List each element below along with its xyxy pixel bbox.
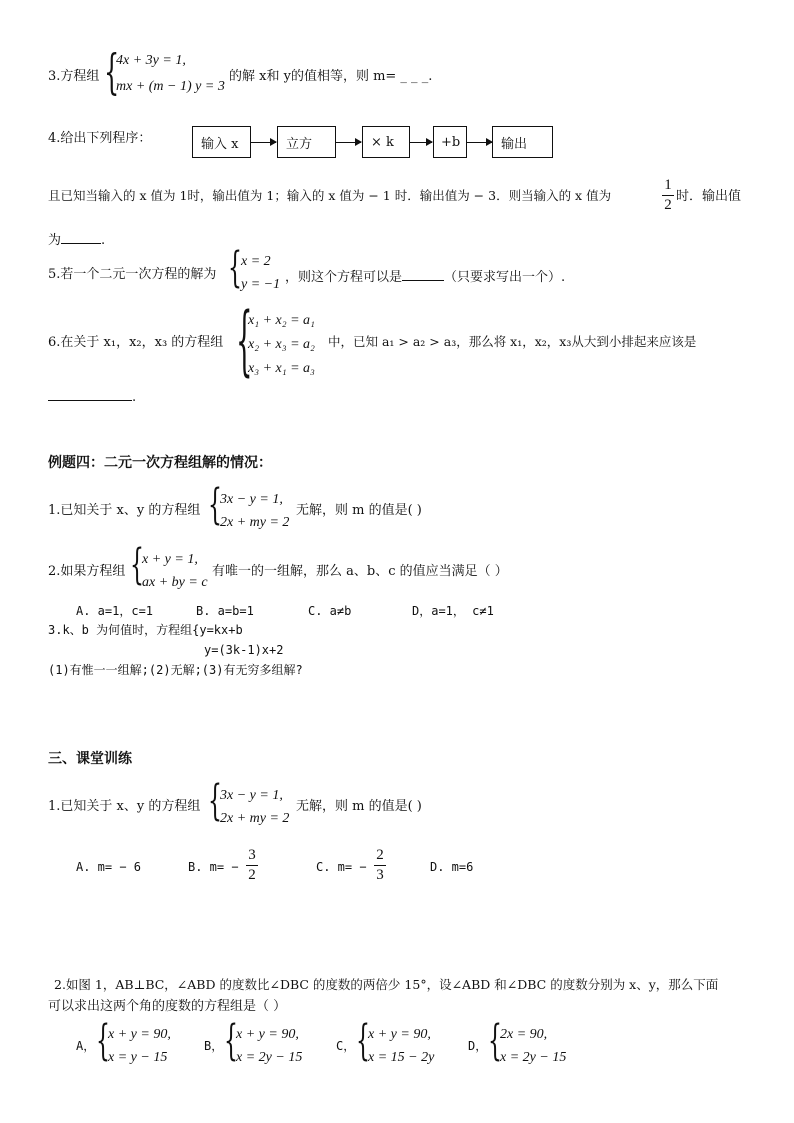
fraction-denominator: 3 <box>376 867 384 883</box>
ex4-p2-equation-2: ax + by = c <box>142 575 208 590</box>
q5-suffix-text: ，则这个方程可以是 <box>285 270 403 285</box>
sec3-p1-equation-1: 3x − y = 1, <box>220 788 283 803</box>
left-brace-icon: { <box>488 1018 502 1066</box>
left-brace-icon: { <box>130 542 144 590</box>
left-brace-icon: { <box>208 778 222 826</box>
sec3-p1-option-b: B. m= − <box>188 860 239 874</box>
q5-equation-2: y = −1 <box>241 277 281 292</box>
q3-suffix: 的解 x和 y的值相等，则 m= _ _ _. <box>229 69 433 84</box>
q3-equation-1: 4x + 3y = 1, <box>116 53 186 68</box>
left-brace-icon: { <box>96 1018 110 1066</box>
sec3-p1-option-d: D. m=6 <box>430 860 474 874</box>
ex4-p2-option-c: C. a≠b <box>308 604 352 618</box>
sec3-p1-option-a: A. m= − 6 <box>76 860 142 874</box>
fraction-numerator: 2 <box>376 847 384 863</box>
q4-line2 <box>48 231 105 247</box>
sec3-p2-option-a-label: A， <box>76 1039 96 1053</box>
left-brace-icon: { <box>236 299 253 387</box>
sec3-p2-option-b-eq1: x + y = 90, <box>236 1027 299 1042</box>
ex4-p2-equation-1: x + y = 1, <box>142 552 198 567</box>
flow-arrow-icon <box>251 142 276 143</box>
q4-prefix: 4.给出下列程序： <box>48 131 152 146</box>
section-heading-example-4: 例题四：二元一次方程组解的情况： <box>48 455 272 471</box>
q4-line1: 且已知当输入的 x 值为 1时，输出值为 1；输入的 x 值为 − 1 时．输出值为 − 3．则当输入的 x 值为 <box>48 188 612 203</box>
sec3-p2-option-c-label: C， <box>336 1039 356 1053</box>
flow-arrow-icon <box>467 142 492 143</box>
answer-blank <box>402 268 444 281</box>
flow-box-times-k: × k <box>362 126 410 158</box>
fraction-numerator: 3 <box>248 847 256 863</box>
sec3-p2-option-a-eq1: x + y = 90, <box>108 1027 171 1042</box>
section-heading-classroom-practice: 三、课堂训练 <box>48 751 132 767</box>
ex4-p1-equation-2: 2x + my = 2 <box>220 515 290 530</box>
left-brace-icon: { <box>228 245 242 293</box>
sec3-p2-line1: 2.如图 1，AB⊥BC，∠ABD 的度数比∠DBC 的度数的两倍少 15°，设∠ABD 和∠DBC 的度数分别为 x、y，那么下面 <box>54 977 719 992</box>
sec3-p2-option-d-eq1: 2x = 90, <box>500 1027 548 1042</box>
q6-equation-3: x₃ + x₁ = a₃ <box>248 361 315 376</box>
flow-arrow-icon <box>410 142 432 143</box>
q4-line2-end: . <box>101 233 106 248</box>
q6-equation-2: x₂ + x₃ = a₂ <box>248 337 315 352</box>
sec3-p1-prefix: 1.已知关于 x、y 的方程组 <box>48 799 201 814</box>
q3-equation-2: mx + (m − 1) y = 3 <box>116 79 225 94</box>
ex4-p2-option-b: B. a=b=1 <box>196 604 254 618</box>
q4-line1-end: 时．输出值 <box>676 189 742 204</box>
flow-box-input: 输入 x <box>192 126 251 158</box>
answer-blank <box>48 388 132 401</box>
flow-box-cube: 立方 <box>277 126 336 158</box>
sec3-p2-option-d-label: D， <box>468 1039 488 1053</box>
q6-end: . <box>132 390 137 405</box>
sec3-p2-option-c-eq1: x + y = 90, <box>368 1027 431 1042</box>
sec3-p2-option-c-eq2: x = 15 − 2y <box>368 1050 435 1065</box>
left-brace-icon: { <box>104 44 120 100</box>
ex4-p1-equation-1: 3x − y = 1, <box>220 492 283 507</box>
answer-blank <box>61 231 101 244</box>
fraction-denominator: 2 <box>248 867 256 883</box>
q6-prefix: 6.在关于 x₁，x₂，x₃ 的方程组 <box>48 335 224 350</box>
ex4-p2-option-a: A. a=1，c=1 <box>76 604 154 618</box>
ex4-p1-suffix: 无解，则 m 的值是( ) <box>296 503 422 518</box>
fraction-numerator: 1 <box>664 177 672 193</box>
q4-line2-text: 为 <box>48 233 62 248</box>
q6-equation-1: x₁ + x₂ = a₁ <box>248 313 315 328</box>
q6-suffix: 中，已知 a₁ > a₂ > a₃，那么将 x₁，x₂，x₃从大到小排起来应该是 <box>328 334 697 349</box>
q5-equation-1: x = 2 <box>241 254 271 269</box>
flow-arrow-icon <box>336 142 361 143</box>
ex4-p3-line2: y=(3k-1)x+2 <box>204 643 284 657</box>
fraction-one-half <box>662 178 674 213</box>
ex4-p2-prefix: 2.如果方程组 <box>48 564 126 579</box>
ex4-p1-prefix: 1.已知关于 x、y 的方程组 <box>48 503 201 518</box>
sec3-p1-equation-2: 2x + my = 2 <box>220 811 290 826</box>
flow-box-output: 输出 <box>492 126 553 158</box>
ex4-p3-line1: 3.k、b 为何值时，方程组{y=kx+b <box>48 623 243 637</box>
left-brace-icon: { <box>224 1018 238 1066</box>
sec3-p2-option-b-label: B， <box>204 1039 224 1053</box>
q3-prefix: 3.方程组 <box>48 69 100 84</box>
ex4-p2-suffix: 有唯一的一组解，那么 a、b、c 的值应当满足（ ） <box>212 564 508 579</box>
left-brace-icon: { <box>208 482 222 530</box>
fraction-three-halves <box>246 848 258 883</box>
ex4-p2-option-d: D，a=1， c≠1 <box>412 604 494 618</box>
sec3-p1-suffix: 无解，则 m 的值是( ) <box>296 799 422 814</box>
sec3-p1-option-c: C. m= − <box>316 860 367 874</box>
sec3-p2-option-d-eq2: x = 2y − 15 <box>500 1050 567 1065</box>
sec3-p2-option-b-eq2: x = 2y − 15 <box>236 1050 303 1065</box>
q5-prefix: 5.若一个二元一次方程的解为 <box>48 267 217 282</box>
q5-suffix-text-2: （只要求写出一个）. <box>444 270 566 285</box>
left-brace-icon: { <box>356 1018 370 1066</box>
sec3-p2-option-a-eq2: x = y − 15 <box>108 1050 168 1065</box>
q5-suffix <box>285 268 565 284</box>
fraction-denominator: 2 <box>664 197 672 213</box>
sec3-p2-line2: 可以求出这两个角的度数的方程组是（ ） <box>48 999 287 1014</box>
q6-answer-line <box>48 388 136 404</box>
flow-box-plus-b: +b <box>433 126 467 158</box>
fraction-two-thirds <box>374 848 386 883</box>
ex4-p3-line3: (1)有惟一一组解;(2)无解;(3)有无穷多组解? <box>48 663 303 677</box>
